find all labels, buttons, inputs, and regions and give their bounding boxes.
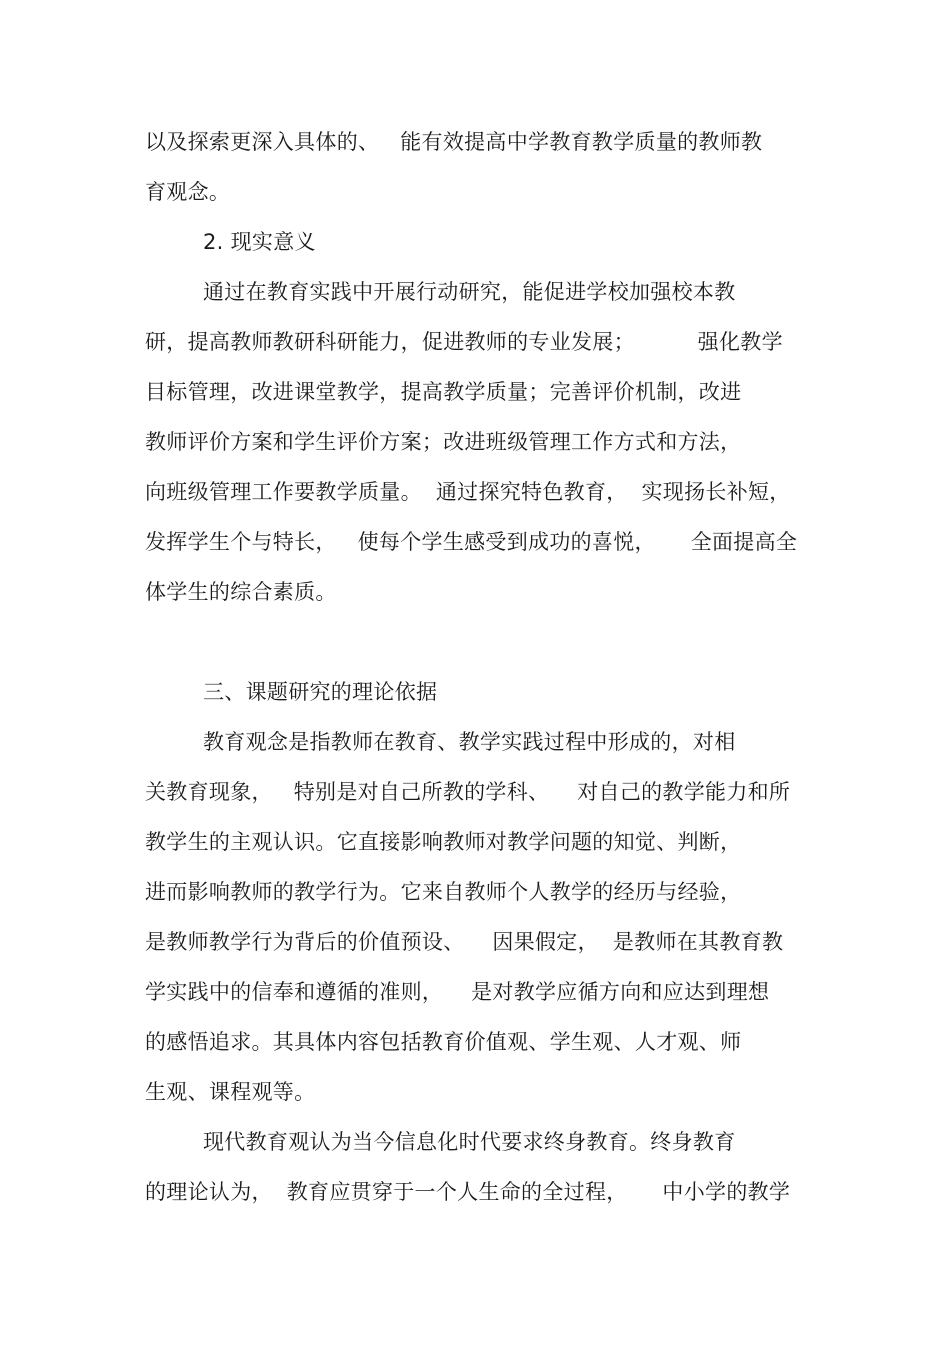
section3-para1-line-4: 进而影响教师的教学行为。它来自教师个人教学的经历与经验， [145,880,742,904]
section2-line-1: 通过在教育实践中开展行动研究，能促进学校加强校本教 [203,280,736,304]
section3-para2-line-1: 现代教育观认为当今信息化时代要求终身教育。终身教育 [203,1130,736,1154]
section3-para1-line-8: 生观、课程观等。 [145,1080,316,1104]
section2-line-5: 向班级管理工作要教学质量。 通过探究特色教育， 实现扬长补短， [145,480,791,504]
section3-heading: 三、课题研究的理论依据 [203,680,438,704]
section3-para1-line-5: 是教师教学行为背后的价值预设、 因果假定， 是教师在其教育教 [145,930,784,954]
intro-line-1: 以及探索更深入具体的、 能有效提高中学教育教学质量的教师教 [145,130,763,154]
section3-para1-line-7: 的感悟追求。其具体内容包括教育价值观、学生观、人才观、师 [145,1030,742,1054]
section3-para2-line-2: 的理论认为， 教育应贯穿于一个人生命的全过程， 中小学的教学 [145,1180,791,1204]
section3-para1-line-2: 关教育现象， 特别是对自己所教的学科、 对自己的教学能力和所 [145,780,791,804]
section2-line-6: 发挥学生个与特长， 使每个学生感受到成功的喜悦， 全面提高全 [145,530,798,554]
section3-para1-line-6: 学实践中的信奉和遵循的准则， 是对教学应循方向和应达到理想 [145,980,770,1004]
section2-line-2: 研，提高教师教研科研能力，促进教师的专业发展； 强化教学 [145,330,783,354]
intro-line-2: 育观念。 [145,180,231,204]
section2-line-4: 教师评价方案和学生评价方案；改进班级管理工作方式和方法， [145,430,742,454]
section3-para1-line-3: 教学生的主观认识。它直接影响教师对教学问题的知觉、判断， [145,830,742,854]
section3-para1-line-1: 教育观念是指教师在教育、教学实践过程中形成的，对相 [203,730,736,754]
section2-line-7: 体学生的综合素质。 [145,580,337,604]
section2-heading: 2. 现实意义 [203,230,316,254]
section2-line-3: 目标管理，改进课堂教学，提高教学质量；完善评价机制，改进 [145,380,742,404]
